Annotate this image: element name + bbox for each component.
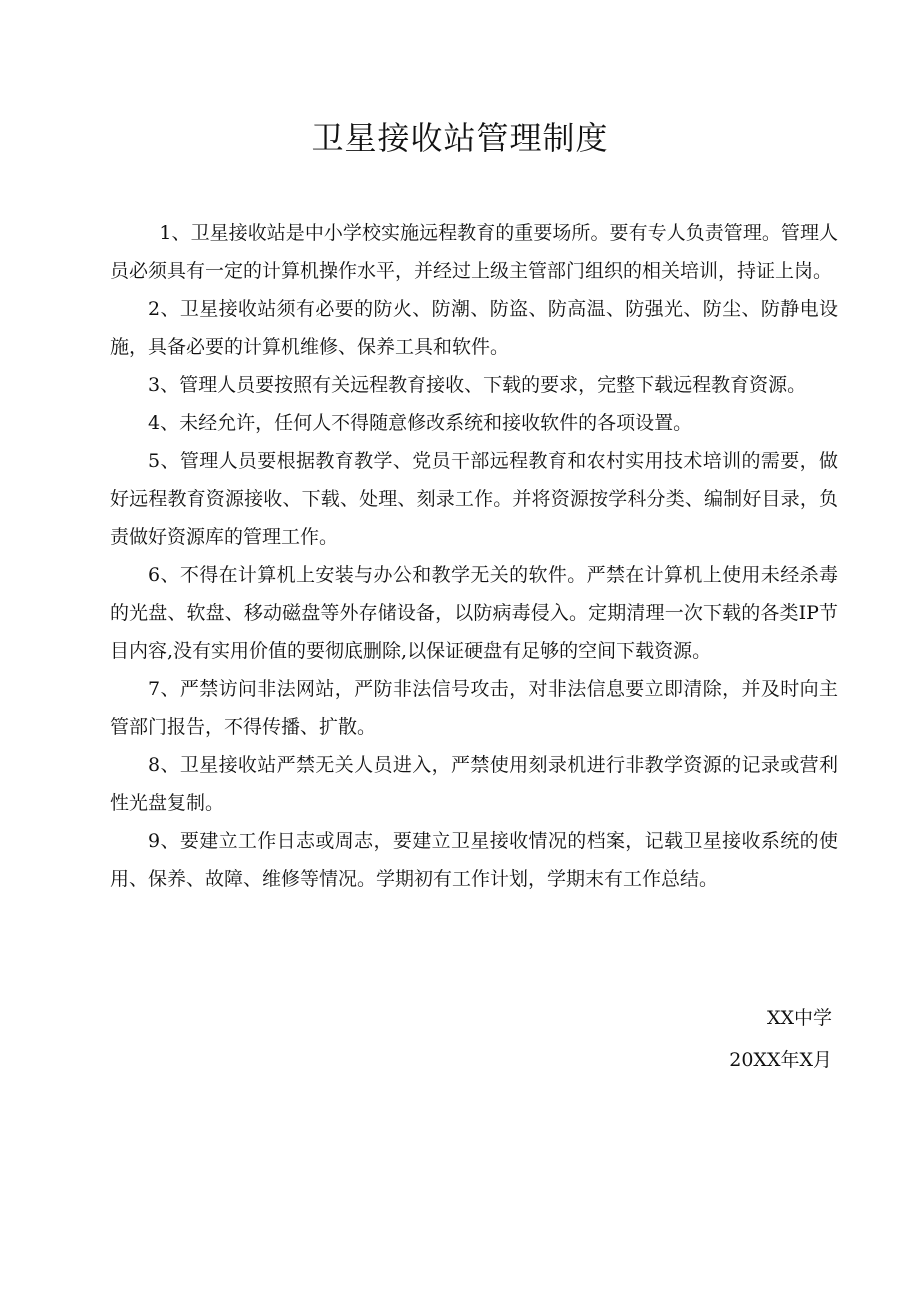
regulation-item-3: 3、管理人员要按照有关远程教育接收、下载的要求，完整下载远程教育资源。 (148, 374, 807, 396)
signature-block (729, 1000, 832, 1084)
regulation-item-2: 2、卫星接收站须有必要的防火、防潮、防盗、防高温、防强光、防尘、防静电设施，具备必要的计算机维修、保养工具和软件。 (110, 298, 838, 358)
signature-organization: XX中学 (766, 1007, 832, 1029)
regulation-body (110, 214, 838, 898)
regulation-item-6: 6、不得在计算机上安装与办公和教学无关的软件。严禁在计算机上使用未经杀毒的光盘、软盘、移动磁盘等外存储设备，以防病毒侵入。定期清理一次下载的各类IP节目内容,没有实用价值的要彻底删除,以保证硬盘有足够的空间下载资源。 (110, 564, 838, 662)
regulation-item-1: 1、卫星接收站是中小学校实施远程教育的重要场所。要有专人负责管理。管理人员必须具有一定的计算机操作水平，并经过上级主管部门组织的相关培训，持证上岗。 (110, 222, 838, 282)
regulation-item-5: 5、管理人员要根据教育教学、党员干部远程教育和农村实用技术培训的需要，做好远程教育资源接收、下载、处理、刻录工作。并将资源按学科分类、编制好目录，负责做好资源库的管理工作。 (110, 450, 838, 548)
regulation-item-4: 4、未经允许，任何人不得随意修改系统和接收软件的各项设置。 (148, 412, 693, 434)
signature-date: 20XX年X月 (729, 1049, 832, 1071)
regulation-item-9: 9、要建立工作日志或周志，要建立卫星接收情况的档案，记载卫星接收系统的使用、保养、故障、维修等情况。学期初有工作计划，学期末有工作总结。 (110, 830, 838, 890)
regulation-item-8: 8、卫星接收站严禁无关人员进入，严禁使用刻录机进行非教学资源的记录或营利性光盘复制。 (110, 754, 838, 814)
page-title: 卫星接收站管理制度 (311, 119, 609, 157)
regulation-item-7: 7、严禁访问非法网站，严防非法信号攻击，对非法信息要立即清除，并及时向主管部门报告，不得传播、扩散。 (110, 678, 838, 738)
